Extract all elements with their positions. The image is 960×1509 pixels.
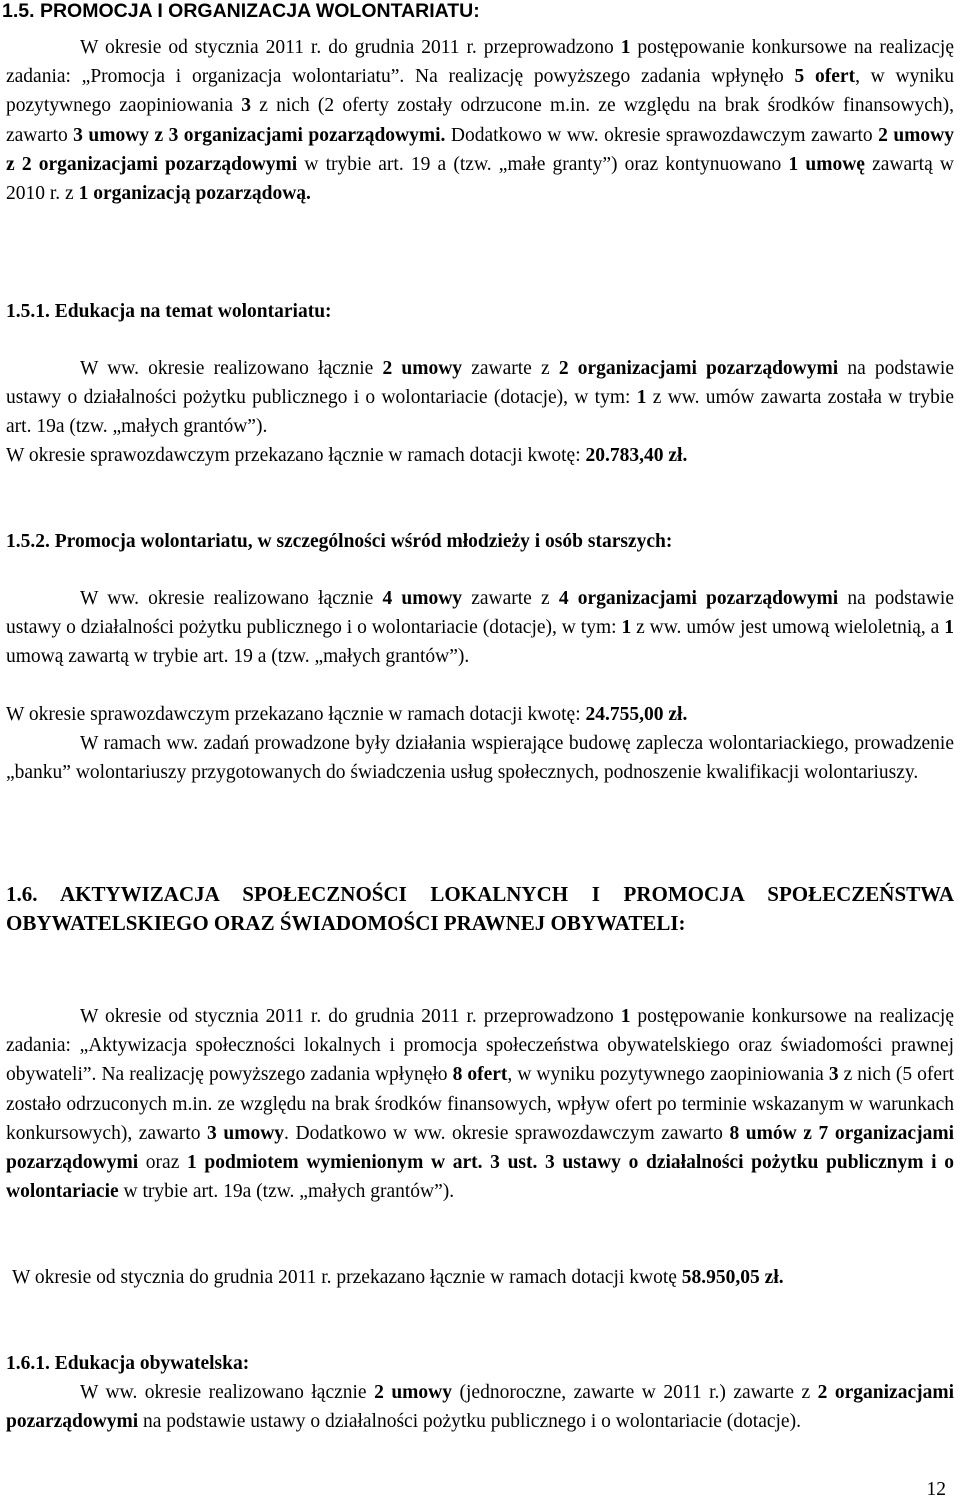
p4-run: W ww. okresie realizowano łącznie (80, 588, 383, 609)
p7-run: W okresie od stycznia 2011 r. do grudnia 2011 r. przeprowadzono (80, 1006, 621, 1027)
p1-run: zawartą w 2010 r. z (6, 153, 955, 205)
p1-run: 3 (241, 95, 251, 117)
p1-run: w trybie art. 19 a (tzw. „małe granty”) oraz kontynuowano (297, 153, 789, 175)
p9-run: na podstawie ustawy o działalności pożytku publicznego i o wolontariacie (dotacje). (138, 1411, 801, 1433)
p7-run: , w wyniku pozytywnego zaopiniowania (507, 1064, 829, 1086)
p1-run: , w wyniku pozytywnego zaopiniowania (6, 66, 954, 117)
p2-run: W ww. okresie realizowano łącznie (80, 358, 383, 379)
p6-run: W ramach ww. zadań prowadzone były działania wspierające budowę zaplecza wolontariackiego, prowadzenie „banku” wolontariuszy przygotowanych do świadczenia usług społecznych, podnoszenie kwalifikacji wolontariuszy. (6, 733, 954, 784)
p2-run: 2 umowy (382, 358, 463, 379)
p7-run: 3 (828, 1064, 839, 1086)
paragraph-1-5-1-body (6, 354, 954, 442)
p8-run: W okresie od stycznia do grudnia 2011 r. przekazano łącznie w ramach dotacji kwotę (12, 1267, 682, 1288)
paragraph-1-5-2-activities (6, 729, 954, 787)
p2-run: 2 organizacjami pozarządowymi (558, 358, 839, 379)
p7-run: postępowanie konkursowe na realizację zadania: „Aktywizacja społeczności lokalnych i promocja społeczeństwa obywatelskiego oraz świadomości prawnej obywateli”. Na realizację powyższego zadania wpłynęło (6, 1006, 955, 1086)
p7-run: 8 umów z 7 organizacjami pozarządowymi (6, 1122, 954, 1174)
subsection-heading-1-5-1: 1.5.1. Edukacja na temat wolontariatu: (6, 301, 332, 322)
p4-run: 1 (621, 617, 632, 639)
p2-run: na podstawie ustawy o działalności pożytku publicznego i o wolontariacie (dotacje), w tym: (6, 358, 954, 409)
p3-run: W okresie sprawozdawczym przekazano łącznie w ramach dotacji kwotę: (6, 445, 586, 466)
p5-run: W okresie sprawozdawczym przekazano łącznie w ramach dotacji kwotę: (6, 704, 586, 725)
paragraph-1-6-intro (6, 1002, 954, 1206)
subsection-heading-1-5-2: 1.5.2. Promocja wolontariatu, w szczególności wśród młodzieży i osób starszych: (6, 531, 673, 552)
p2-run: z ww. umów zawarta została w trybie art. 19a (tzw. „małych grantów”). (6, 387, 954, 438)
p5-run: 24.755,00 zł. (585, 704, 688, 725)
p1-run: 1 organizacją pozarządową. (78, 183, 311, 205)
p9-run: (jednoroczne, zawarte w 2011 r.) zawarte z (452, 1382, 818, 1403)
p4-run: umową zawartą w trybie art. 19 a (tzw. „małych grantów”). (6, 646, 470, 668)
p4-run: zawarte z (462, 588, 559, 609)
p2-run: 1 (636, 387, 647, 409)
p7-run: . Dodatkowo w ww. okresie sprawozdawczym zawarto (284, 1122, 730, 1144)
paragraph-1-5-1-amount (6, 441, 954, 470)
paragraph-1-6-1-body (6, 1378, 954, 1436)
p7-run: w trybie art. 19a (tzw. „małych grantów”). (118, 1181, 455, 1203)
p9-run: W ww. okresie realizowano łącznie (80, 1382, 375, 1403)
p4-run: z ww. umów jest umową wieloletnią, a (631, 617, 945, 639)
section-heading-1-6: 1.6. AKTYWIZACJA SPOŁECZNOŚCI LOKALNYCH I PROMOCJA SPOŁECZEŃSTWA OBYWATELSKIEGO ORAZ ŚWIADOMOŚCI PRAWNEJ OBYWATELI: (6, 882, 954, 936)
p7-run: oraz (138, 1152, 188, 1174)
p7-run: 8 ofert (452, 1064, 508, 1086)
paragraph-1-5-intro (6, 33, 954, 208)
p9-run: 2 organizacjami pozarządowymi (6, 1382, 955, 1433)
p1-run: 3 umowy z 3 organizacjami pozarządowymi. (73, 124, 446, 146)
p8-run: 58.950,05 zł. (681, 1267, 784, 1288)
p1-run: W okresie od stycznia 2011 r. do grudnia 2011 r. przeprowadzono (80, 37, 621, 58)
p4-run: 4 organizacjami pozarządowymi (558, 588, 839, 609)
p9-run: 2 umowy (374, 1382, 453, 1403)
p1-run: postępowanie konkursowe na realizację zadania: „Promocja i organizacja wolontariatu”. Na realizację powyższego zadania wpłynęło (6, 37, 955, 88)
p7-run: z nich (5 ofert zostało odrzuconych m.in. ze względu na brak środków finansowych, wpływ ofert po terminie wskazanym w warunkach konkursowych), zawarto (6, 1064, 954, 1144)
p1-run: 1 (620, 37, 631, 58)
p4-run: na podstawie ustawy o działalności pożytku publicznego i o wolontariacie (dotacje), w tym: (6, 588, 954, 639)
p1-run: 1 umowę (788, 153, 865, 175)
p1-run: z nich (2 oferty zostały odrzucone m.in. ze względu na brak środków finansowych), zawarto (6, 95, 954, 146)
p1-run: 5 ofert (794, 66, 856, 88)
p7-run: 1 podmiotem wymienionym w art. 3 ust. 3 ustawy o działalności pożytku publicznym i o wolontariacie (6, 1152, 954, 1203)
p1-run: 2 umowy z 2 organizacjami pozarządowymi (6, 124, 955, 175)
paragraph-1-5-2-amount (6, 700, 954, 729)
p4-run: 4 umowy (382, 588, 463, 609)
p7-run: 1 (620, 1006, 631, 1027)
p1-run: Dodatkowo w ww. okresie sprawozdawczym zawarto (445, 124, 879, 146)
page-number: 12 (926, 1479, 946, 1500)
p2-run: zawarte z (462, 358, 559, 379)
paragraph-1-5-2-body (6, 584, 954, 672)
section-heading-1-5: 1.5. PROMOCJA I ORGANIZACJA WOLONTARIATU: (2, 0, 480, 22)
p4-run: 1 (944, 617, 954, 639)
paragraph-1-6-amount (6, 1263, 954, 1292)
p7-run: 3 umowy (207, 1122, 285, 1144)
subsection-heading-1-6-1: 1.6.1. Edukacja obywatelska: (6, 1353, 250, 1374)
p3-run: 20.783,40 zł. (585, 445, 688, 466)
